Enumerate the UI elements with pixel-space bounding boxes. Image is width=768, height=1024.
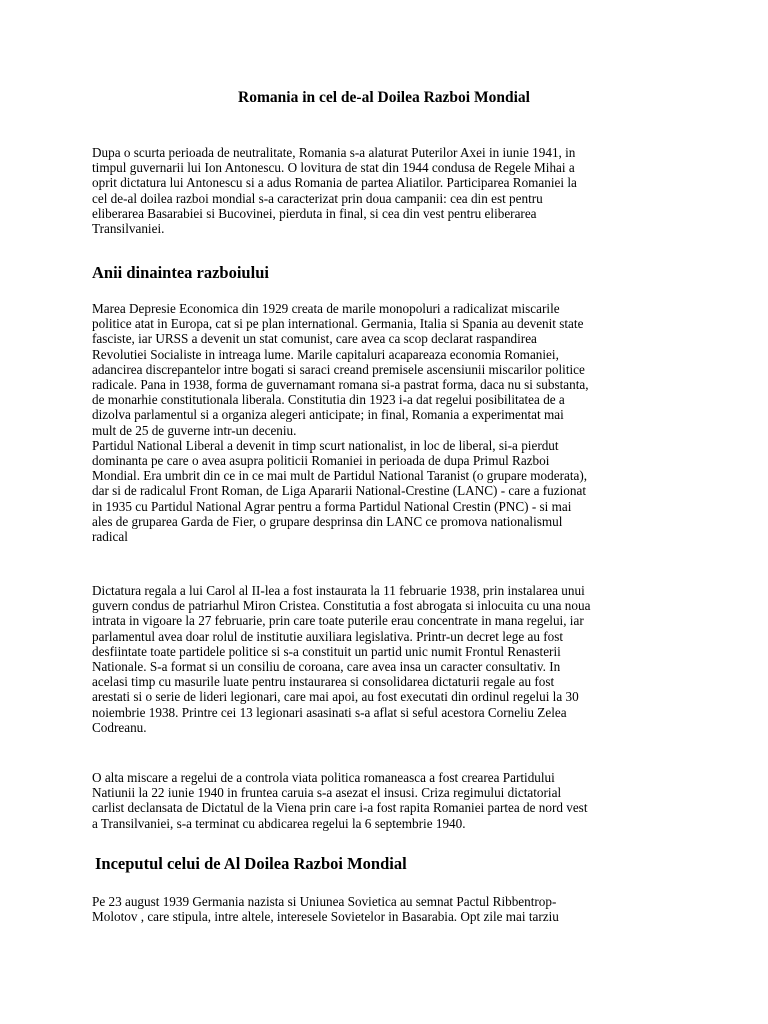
text-line: Partidul National Liberal a devenit in timp scurt nationalist, in loc de liberal, si-a pierdut: [92, 437, 559, 453]
text-line: eliberarea Basarabiei si Bucovinei, pierduta in final, si cea din vest pentru eliberarea: [92, 205, 537, 221]
text-line: Mondial. Era umbrit din ce in ce mai mult de Partidul National Taranist (o grupare moderata),: [92, 468, 588, 484]
text-line: acelasi timp cu masurile luate pentru instaurarea si consolidarea dictaturii regale au fost: [92, 674, 555, 690]
text-line: politice atat in Europa, cat si pe plan international. Germania, Italia si Spania au devenit state: [92, 316, 584, 332]
text-line: adancirea discrepantelor intre bogati si saraci creand premisele ascensiunii miscarilor politice: [92, 361, 585, 377]
text-line: desfiintate toate partidele politice si s-a constituit un partid unic numit Frontul Renasterii: [92, 643, 561, 659]
text-line: Dupa o scurta perioada de neutralitate, Romania s-a alaturat Puterilor Axei in iunie 1941, in: [92, 145, 576, 160]
text-line: O alta miscare a regelui de a controla viata politica romaneasca a fost crearea Partidului: [92, 770, 555, 785]
section1-paragraph-3: [92, 770, 682, 831]
text-line: dizolva parlamentul si a organiza alegeri anticipate; in final, Romania a experimentat mai: [92, 407, 564, 423]
text-line: Dictatura regala a lui Carol al II-lea a fost instaurata la 11 februarie 1938, prin instalarea unui: [92, 583, 585, 598]
section1-paragraph-2: [92, 583, 682, 735]
text-line: dominanta pe care o avea asupra politicii Romaniei in perioada de dupa Primul Razboi: [92, 453, 550, 469]
text-line: a Transilvaniei, s-a terminat cu abdicarea regelui la 6 septembrie 1940.: [92, 815, 466, 831]
text-line: ales de gruparea Garda de Fier, o grupare desprinsa din LANC ce promova nationalismul: [92, 513, 563, 529]
text-line: Codreanu.: [92, 719, 147, 735]
text-line: radicale. Pana in 1938, forma de guvernamant romana si-a pastrat forma, daca nu si substanta,: [92, 377, 589, 393]
text-line: Transilvaniei.: [92, 221, 165, 237]
intro-paragraph: [92, 145, 682, 236]
text-line: Nationale. S-a format si un consiliu de coroana, care avea insa un caracter consultativ. In: [92, 659, 561, 675]
text-line: radical: [92, 529, 128, 545]
text-line: intrata in vigoare la 27 februarie, prin care toate puterile erau concentrate in mana regelui, iar: [92, 613, 584, 629]
text-line: carlist declansata de Dictatul de la Viena prin care i-a fost rapita Romaniei partea de nord vest: [92, 800, 588, 816]
text-line: mult de 25 de guverne intr-un deceniu.: [92, 422, 297, 438]
text-line: Marea Depresie Economica din 1929 creata de marile monopoluri a radicalizat miscarile: [92, 301, 560, 316]
section1-paragraph-1: [92, 301, 682, 544]
text-line: noiembrie 1938. Printre cei 13 legionari asasinati s-a aflat si seful acestora Corneliu Zelea: [92, 704, 567, 720]
text-line: parlamentul avea doar rolul de institutie auxiliara legislativa. Printr-un decret lege au fost: [92, 628, 564, 644]
section-heading-pre-war: Anii dinaintea razboiului: [92, 263, 269, 282]
text-line: dar si de radicalul Front Roman, de Liga Apararii National-Crestine (LANC) - care a fuzionat: [92, 483, 586, 499]
text-line: Pe 23 august 1939 Germania nazista si Uniunea Sovietica au semnat Pactul Ribbentrop-: [92, 894, 557, 909]
section2-paragraph-1: [92, 894, 682, 924]
text-line: fasciste, iar URSS a devenit un stat comunist, care avea ca scop declarat raspandirea: [92, 331, 537, 347]
text-line: cel de-al doilea razboi mondial s-a caracterizat prin doua campanii: cea din est pentru: [92, 190, 543, 206]
text-line: Molotov , care stipula, intre altele, interesele Sovietelor in Basarabia. Opt zile mai tarziu: [92, 909, 559, 925]
text-line: guvern condus de patriarhul Miron Cristea. Constitutia a fost abrogata si inlocuita cu una noua: [92, 598, 591, 614]
text-line: de monarhie constitutionala liberala. Constitutia din 1923 i-a dat regelui posibilitatea de a: [92, 392, 565, 408]
text-line: oprit dictatura lui Antonescu si a adus Romania de partea Aliatilor. Participarea Romaniei la: [92, 175, 577, 191]
text-line: in 1935 cu Partidul National Agrar pentru a forma Partidul National Crestin (PNC) - si mai: [92, 498, 572, 514]
document-title: Romania in cel de-al Doilea Razboi Mondial: [238, 89, 530, 106]
text-line: timpul guvernarii lui Ion Antonescu. O lovitura de stat din 1944 condusa de Regele Mihai a: [92, 160, 575, 176]
text-line: arestati si o serie de lideri legionari, care mai apoi, au fost executati din ordinul regelui la 30: [92, 689, 579, 705]
text-line: Revolutiei Socialiste in intreaga lume. Marile capitaluri acapareaza economia Romaniei,: [92, 346, 559, 362]
section-heading-war-start: Inceputul celui de Al Doilea Razboi Mondial: [95, 854, 407, 873]
text-line: Natiunii la 22 iunie 1940 in fruntea caruia s-a asezat el insusi. Criza regimului dictatorial: [92, 785, 562, 801]
